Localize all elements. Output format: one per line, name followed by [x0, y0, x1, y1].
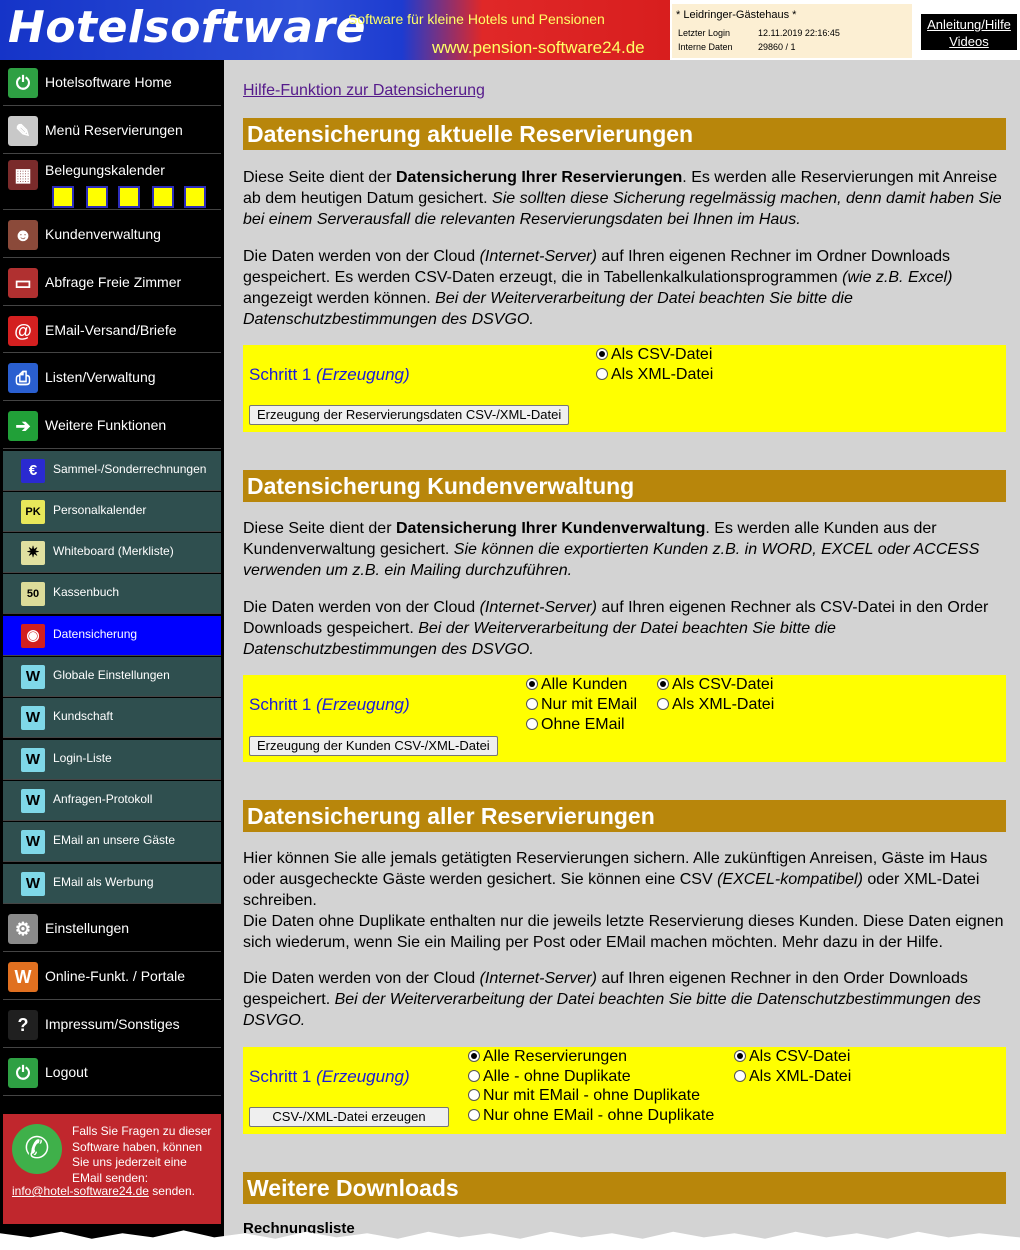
sidebar-item-label: Logout: [45, 1064, 88, 1080]
help-box: [921, 14, 1017, 50]
step-label: [249, 695, 410, 715]
radio-label: Alle - ohne Duplikate: [483, 1068, 631, 1085]
internal-data-row: [678, 42, 796, 52]
arrow-right-icon: ➔: [8, 411, 38, 441]
radio-button[interactable]: [526, 698, 538, 710]
videos-link[interactable]: Videos: [949, 34, 989, 49]
text-italic: Bei der Weiterverarbeitung der Datei beachten Sie bitte die Datenschutzbestimmungen des DSVGO.: [243, 991, 981, 1029]
text-bold: Datensicherung Ihrer Kundenverwaltung: [395, 520, 706, 537]
sidebar-item-label: Belegungskalender: [45, 162, 165, 178]
pencil-icon: ✎: [8, 116, 38, 146]
text-italic: Sie sollten diese Sicherung regelmässig machen, denn damit haben Sie bei einem Serverausfall die relevanten Reservierungsdaten bei Ihnen im Haus.: [243, 190, 1002, 228]
login-info-box: [672, 4, 912, 58]
gear-icon: ⚙: [8, 914, 38, 944]
radio-button-checked[interactable]: [734, 1050, 746, 1062]
section-1-storage-info: [243, 246, 1008, 330]
sidebar-item-menü-reservierungen[interactable]: [3, 108, 221, 154]
sidebar-item-abfrage-freie-zimmer[interactable]: [3, 260, 221, 306]
internal-data-label: Interne Daten: [678, 42, 733, 52]
sidebar-item-kundschaft[interactable]: [3, 698, 221, 738]
calendar-view-5-icon[interactable]: [184, 186, 206, 208]
section-3-intro: [243, 848, 1008, 953]
section-title-customers: Datensicherung Kundenverwaltung: [243, 470, 1006, 502]
step-text: Schritt 1: [249, 1067, 312, 1086]
radio-label: Als XML-Datei: [672, 696, 775, 713]
sidebar-item-label: Sammel-/Sonderrechnungen: [53, 462, 207, 476]
sidebar-item-label: Whiteboard (Merkliste): [53, 544, 174, 558]
contact-text: Falls Sie Fragen zu dieser Software haben, können Sie uns jederzeit eine EMail senden:: [72, 1124, 212, 1185]
sidebar-item-label: Menü Reservierungen: [45, 122, 183, 138]
text: auf Ihren eigenen Rechner in den Order Downloads gespeichert.: [243, 970, 968, 1008]
www-icon: W: [8, 962, 38, 992]
sidebar-item-label: Datensicherung: [53, 627, 138, 641]
text: Diese Seite dient der: [243, 520, 396, 537]
radio-button-checked[interactable]: [468, 1050, 480, 1062]
generate-reservations-button[interactable]: Erzeugung der Reservierungsdaten CSV-/XML-Datei: [249, 405, 569, 425]
radio-label: Als XML-Datei: [611, 366, 714, 383]
sidebar-item-label: Login-Liste: [53, 751, 112, 765]
sidebar-item-personalkalender[interactable]: [3, 492, 221, 532]
brand-logo: Hotelsoftware: [8, 2, 366, 53]
pk-icon: PK: [21, 500, 45, 524]
internal-data-value: 29860 / 1: [758, 42, 796, 52]
sidebar-item-label: Kassenbuch: [53, 585, 120, 599]
section-2-storage-info: [243, 597, 1008, 660]
radio-button[interactable]: [657, 698, 669, 710]
step-sub: (Erzeugung): [316, 695, 410, 714]
radio-label: Als CSV-Datei: [672, 676, 774, 693]
sidebar: [0, 60, 224, 1250]
sidebar-item-label: Impressum/Sonstiges: [45, 1016, 180, 1032]
sidebar-item-anfragen-protokoll[interactable]: [3, 781, 221, 821]
radio-all-customers[interactable]: [526, 675, 627, 695]
radio-button-checked[interactable]: [596, 348, 608, 360]
text-italic: (EXCEL-kompatibel): [717, 871, 863, 888]
calendar-view-2-icon[interactable]: [86, 186, 108, 208]
w-icon: W: [21, 872, 45, 896]
radio-button[interactable]: [596, 368, 608, 380]
text: Die Daten werden von der Cloud: [243, 248, 480, 265]
radio-csv[interactable]: [657, 675, 773, 695]
euro-icon: €: [21, 459, 45, 483]
text-italic: (Internet-Server): [479, 970, 597, 987]
radio-button[interactable]: [734, 1070, 746, 1082]
radio-label: Als XML-Datei: [749, 1068, 852, 1085]
bulb-icon: ✷: [21, 541, 45, 565]
step-label: [249, 365, 410, 385]
sidebar-item-label: Personalkalender: [53, 503, 147, 517]
w-icon: W: [21, 830, 45, 854]
sidebar-item-label: Abfrage Freie Zimmer: [45, 274, 182, 290]
text-italic: Bei der Weiterverarbeitung der Datei beachten Sie bitte die Datenschutzbestimmungen des DSVGO.: [243, 290, 853, 328]
sidebar-item-email-an-unsere-gäste[interactable]: [3, 822, 221, 862]
contact-email-link[interactable]: info@hotel-software24.de: [12, 1184, 149, 1198]
header-banner: [0, 0, 670, 60]
backup-icon: ◉: [21, 624, 45, 648]
bed-icon: ▭: [8, 268, 38, 298]
radio-label: Ohne EMail: [541, 716, 625, 733]
sidebar-item-einstellungen[interactable]: [3, 906, 221, 952]
sidebar-item-globale-einstellungen[interactable]: [3, 657, 221, 697]
section-2-intro: [243, 518, 1008, 581]
step-box-all-reservations: [243, 1047, 1006, 1134]
radio-label: Nur mit EMail: [541, 696, 638, 713]
help-manual-link[interactable]: Anleitung/Hilfe: [927, 17, 1011, 32]
radio-label: Nur mit EMail - ohne Duplikate: [483, 1087, 700, 1104]
radio-button-checked[interactable]: [657, 678, 669, 690]
text: angezeigt werden können.: [243, 290, 436, 307]
step-label: [249, 1067, 410, 1087]
sidebar-item-label: Online-Funkt. / Portale: [45, 968, 186, 984]
text-italic: (Internet-Server): [479, 599, 597, 616]
question-icon: ?: [8, 1010, 38, 1040]
text: . Es werden alle Kunden aus der Kundenverwaltung gesichert.: [243, 520, 937, 558]
sidebar-item-kundenverwaltung[interactable]: [3, 212, 221, 258]
sidebar-item-sammel-sonderrechnungen[interactable]: [3, 451, 221, 491]
power-icon: ⏻: [8, 1058, 38, 1088]
step-sub: (Erzeugung): [316, 365, 410, 384]
sidebar-item-email-als-werbung[interactable]: [3, 864, 221, 904]
step-text: Schritt 1: [249, 365, 312, 384]
section-1-intro: [243, 167, 1008, 230]
radio-button-checked[interactable]: [526, 678, 538, 690]
sidebar-item-label: EMail-Versand/Briefe: [45, 322, 177, 338]
tagline: Software für kleine Hotels und Pensionen: [348, 11, 605, 27]
section-title-more-downloads: Weitere Downloads: [243, 1172, 1006, 1204]
sidebar-item-label: Anfragen-Protokoll: [53, 792, 153, 806]
w-icon: W: [21, 789, 45, 813]
backup-help-link[interactable]: Hilfe-Funktion zur Datensicherung: [243, 82, 485, 99]
hotel-name: * Leidringer-Gästehaus *: [676, 9, 797, 21]
last-login-row: [678, 28, 840, 38]
section-title-current-reservations: Datensicherung aktuelle Reservierungen: [243, 118, 1006, 150]
contact-mail-line: [12, 1184, 217, 1200]
radio-xml[interactable]: [596, 365, 713, 385]
generate-customers-button[interactable]: Erzeugung der Kunden CSV-/XML-Datei: [249, 736, 498, 756]
radio-without-email[interactable]: [526, 715, 625, 735]
radio-label: Alle Reservierungen: [483, 1048, 628, 1065]
text: auf Ihren eigenen Rechner als CSV-Datei in den Order Downloads gespeichert.: [243, 599, 989, 637]
sidebar-item-label: Einstellungen: [45, 920, 130, 936]
last-login-label: Letzter Login: [678, 28, 731, 38]
sidebar-item-kassenbuch[interactable]: [3, 574, 221, 614]
phone-icon: ✆: [12, 1124, 62, 1174]
step-sub: (Erzeugung): [316, 1067, 410, 1086]
printer-icon: ⎙: [8, 363, 38, 393]
calendar-view-4-icon[interactable]: [152, 186, 174, 208]
text-italic: (wie z.B. Excel): [842, 269, 953, 286]
sidebar-item-listen-verwaltung[interactable]: [3, 355, 221, 401]
step-text: Schritt 1: [249, 695, 312, 714]
text: Hier können Sie alle jemals getätigten Reservierungen sichern. Alle zukünftigen Anreisen, Gäste im Haus oder ausgecheckte Gäste werden gesichert. Sie können eine CSV: [243, 850, 988, 888]
radio-no-email-no-duplicates[interactable]: [468, 1106, 714, 1126]
radio-label: Nur ohne EMail - ohne Duplikate: [483, 1107, 715, 1124]
person-icon: ☻: [8, 220, 38, 250]
site-url: www.pension-software24.de: [432, 38, 645, 57]
sidebar-item-label: Kundenverwaltung: [45, 226, 161, 242]
sidebar-item-whiteboard-merkliste[interactable]: [3, 533, 221, 573]
text: . Es werden alle Reservierungen mit Anreise ab dem heutigen Datum gesichert.: [243, 169, 998, 207]
contact-suffix: senden.: [148, 1184, 195, 1198]
text-italic: Sie können die exportierten Kunden z.B. in WORD, EXCEL oder ACCESS verwenden um z.B. ein Mailing durchzuführen.: [243, 541, 980, 579]
section-3-storage-info: [243, 968, 1008, 1031]
calendar-view-1-icon[interactable]: [52, 186, 74, 208]
radio-no-duplicates[interactable]: [468, 1067, 631, 1087]
radio-all-reservations[interactable]: [468, 1047, 627, 1067]
calendar-view-3-icon[interactable]: [118, 186, 140, 208]
radio-label: Als CSV-Datei: [611, 346, 713, 363]
contact-box: [3, 1114, 221, 1224]
text-bold: Datensicherung Ihrer Reservierungen: [395, 169, 683, 186]
main-content: [224, 60, 1020, 1250]
text: Die Daten werden von der Cloud: [243, 599, 480, 616]
sidebar-item-logout[interactable]: [3, 1050, 221, 1096]
w-icon: W: [21, 706, 45, 730]
radio-label: Als CSV-Datei: [749, 1048, 851, 1065]
text: Diese Seite dient der: [243, 169, 396, 186]
generate-all-reservations-button[interactable]: CSV-/XML-Datei erzeugen: [249, 1107, 449, 1127]
sidebar-item-label: Listen/Verwaltung: [45, 369, 156, 385]
sidebar-item-weitere-funktionen[interactable]: [3, 403, 221, 449]
radio-xml[interactable]: [657, 695, 774, 715]
radio-button[interactable]: [468, 1109, 480, 1121]
text-italic: (Internet-Server): [479, 248, 597, 265]
radio-xml[interactable]: [734, 1067, 851, 1087]
last-login-value: 12.11.2019 22:16:45: [758, 28, 840, 38]
sidebar-item-online-funkt-portale[interactable]: [3, 954, 221, 1000]
radio-csv[interactable]: [596, 345, 712, 365]
sidebar-item-datensicherung[interactable]: [3, 616, 221, 656]
sidebar-item-impressum-sonstiges[interactable]: [3, 1002, 221, 1048]
at-icon: @: [8, 316, 38, 346]
text: oder XML-Datei schreiben.: [243, 871, 980, 909]
text-italic: Bei der Weiterverarbeitung der Datei beachten Sie bitte die Datenschutzbestimmungen des DSVGO.: [243, 620, 836, 658]
invoice-list-heading: Rechnungsliste: [243, 1220, 355, 1237]
sidebar-item-email-versand-briefe[interactable]: [3, 308, 221, 353]
sidebar-item-login-liste[interactable]: [3, 740, 221, 780]
sidebar-item-label: Hotelsoftware Home: [45, 74, 172, 90]
text: Die Daten ohne Duplikate enthalten nur die jeweils letzte Reservierung dieses Kunden. Diese Daten eignen sich wiederum, wenn Sie ein Mailing per Post oder EMail machen möchten. Mehr dazu in der Hilfe.: [243, 913, 1004, 951]
w-icon: W: [21, 748, 45, 772]
step-box-customers: [243, 675, 1006, 762]
sidebar-item-hotelsoftware-home[interactable]: [3, 60, 221, 106]
step-box-reservations: [243, 345, 1006, 432]
radio-label: Alle Kunden: [541, 676, 628, 693]
w-icon: W: [21, 665, 45, 689]
text: Die Daten werden von der Cloud: [243, 970, 480, 987]
text: auf Ihren eigenen Rechner im Ordner Downloads gespeichert. Es werden CSV-Daten erzeugt, die in Tabellenkalkulationsprogrammen: [243, 248, 951, 286]
radio-button[interactable]: [526, 718, 538, 730]
section-title-all-reservations: Datensicherung aller Reservierungen: [243, 800, 1006, 832]
power-icon: ⏻: [8, 68, 38, 98]
sidebar-item-label: Weitere Funktionen: [45, 417, 167, 433]
radio-button[interactable]: [468, 1089, 480, 1101]
sidebar-item-label: EMail als Werbung: [53, 875, 154, 889]
radio-csv[interactable]: [734, 1047, 850, 1067]
calendar-icon: ▦: [8, 160, 38, 190]
radio-button[interactable]: [468, 1070, 480, 1082]
cash-icon: 50: [21, 582, 45, 606]
radio-with-email[interactable]: [526, 695, 637, 715]
radio-email-no-duplicates[interactable]: [468, 1086, 700, 1106]
sidebar-item-label: Kundschaft: [53, 709, 114, 723]
sidebar-item-label: Globale Einstellungen: [53, 668, 170, 682]
sidebar-item-label: EMail an unsere Gäste: [53, 833, 176, 847]
